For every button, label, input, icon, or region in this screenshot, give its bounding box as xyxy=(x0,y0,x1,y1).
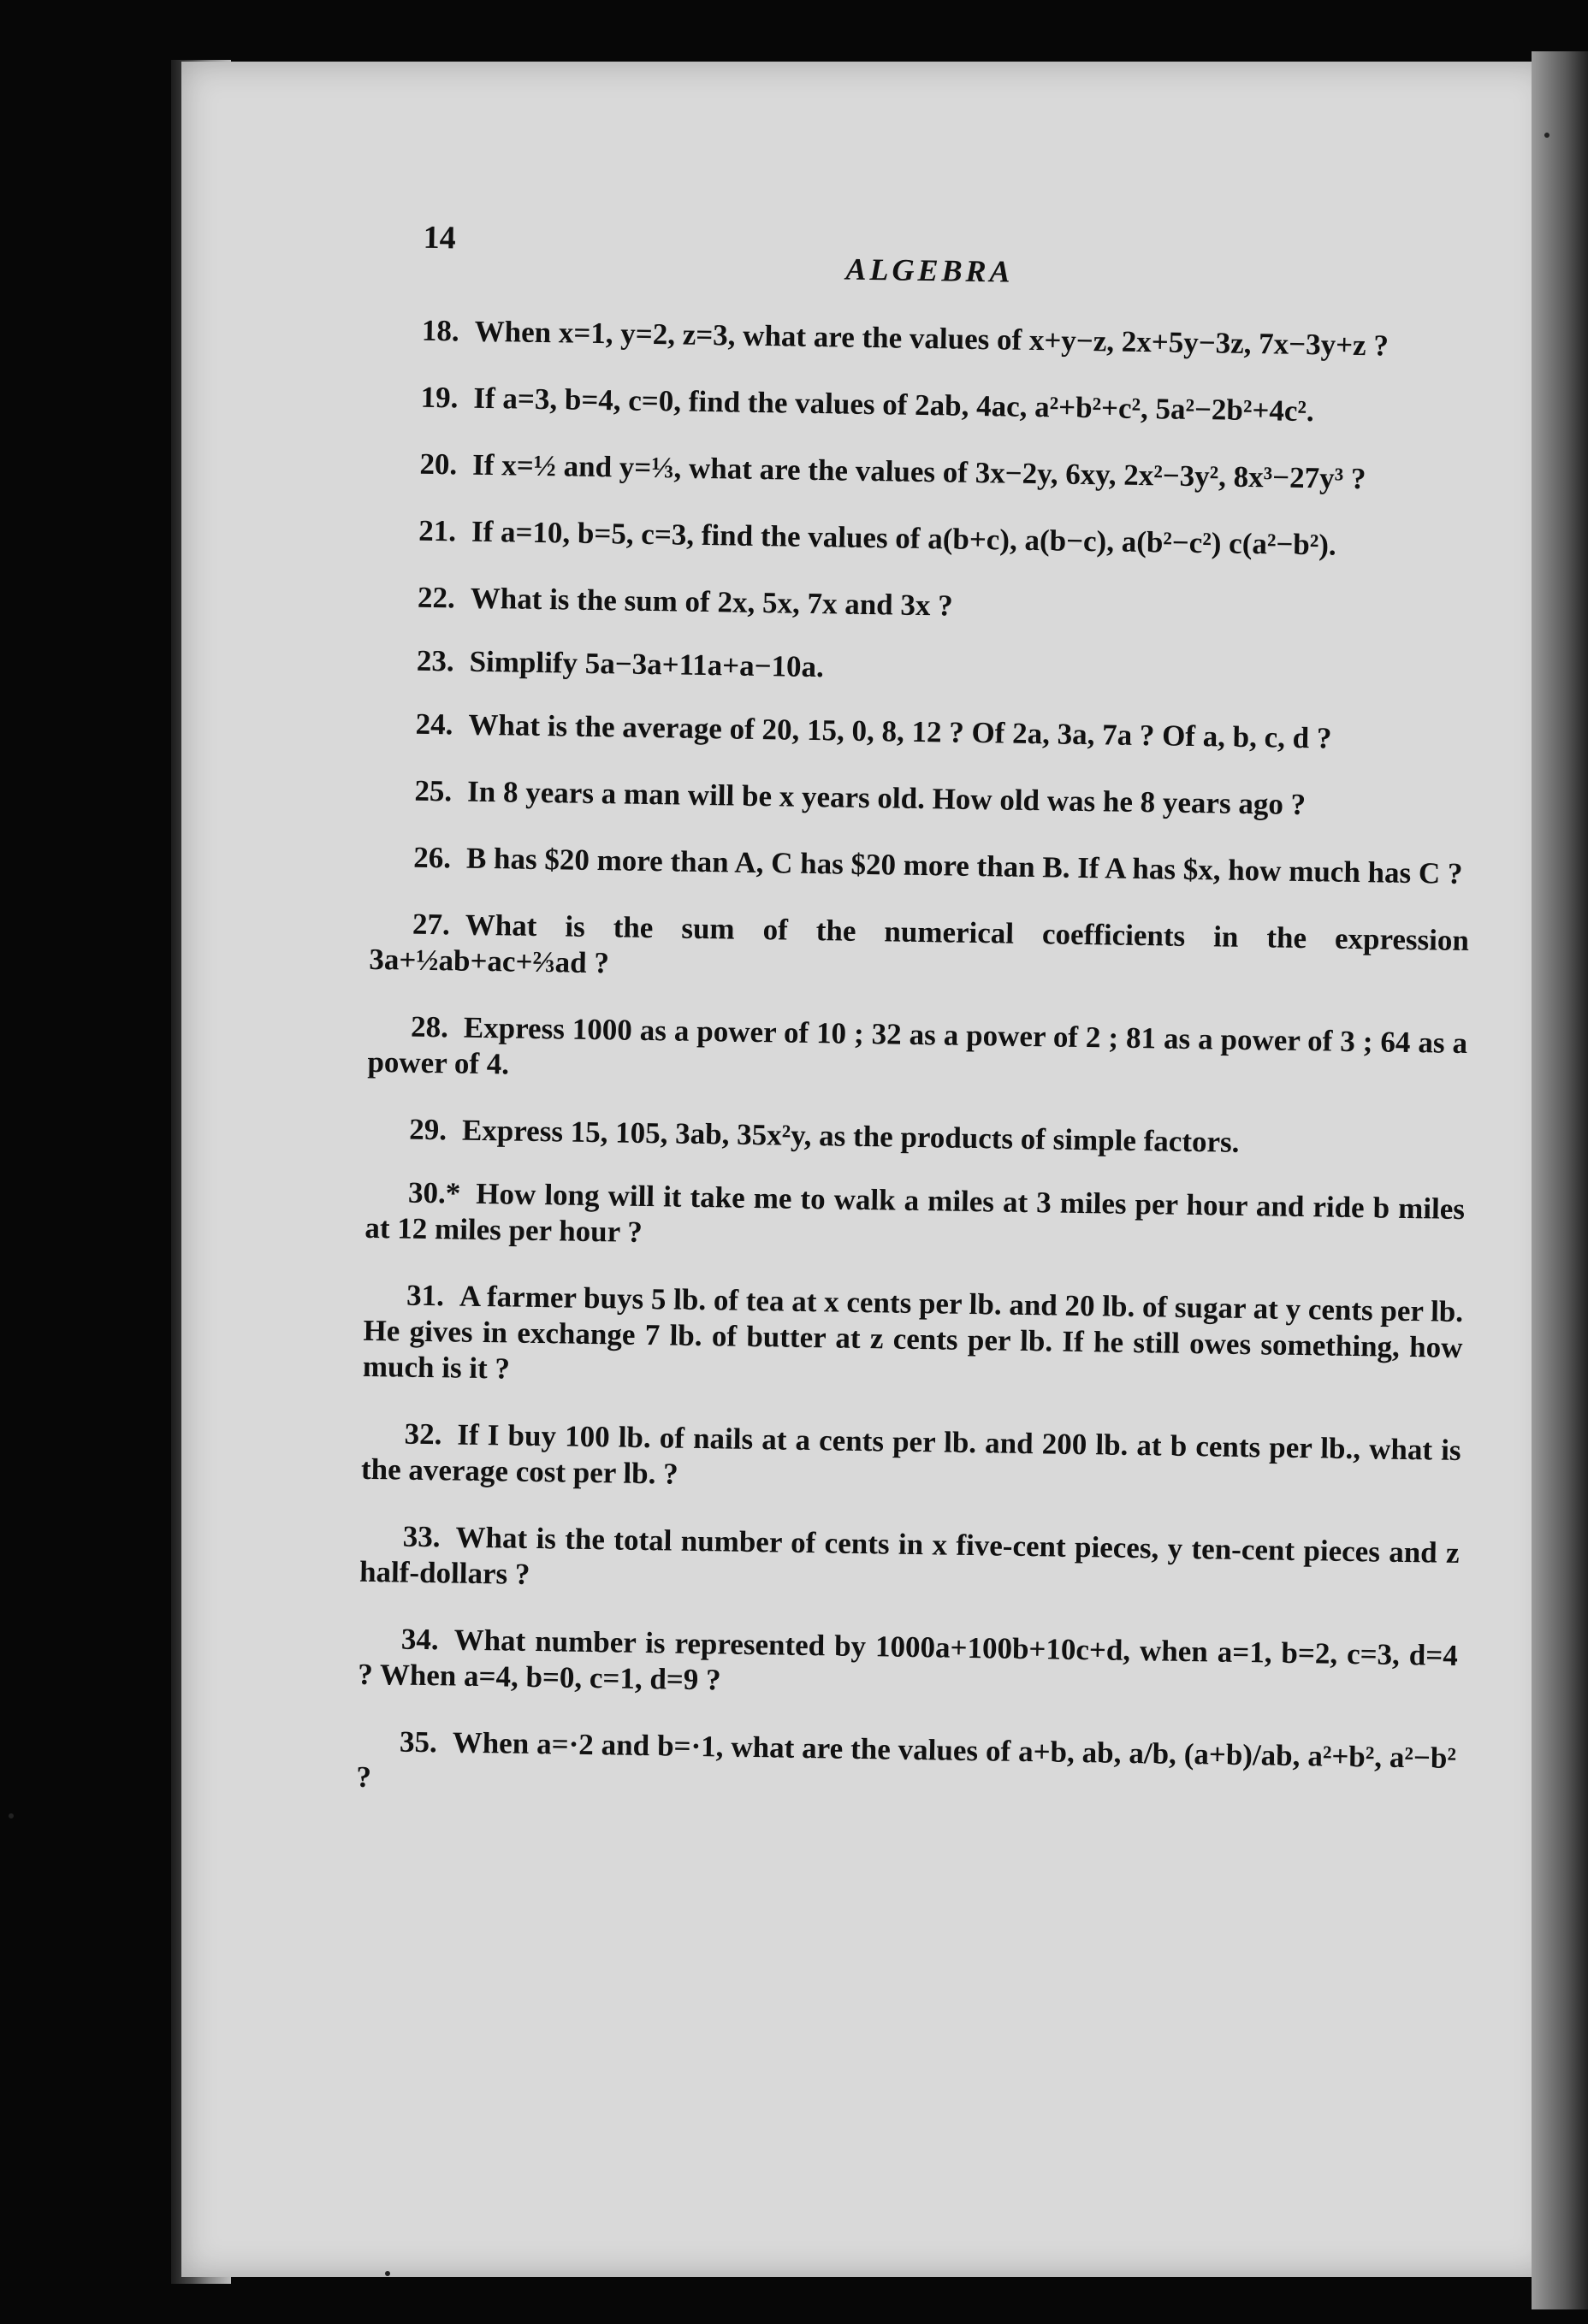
problem-text: What is the total number of cents in x five-cent pieces, y ten-cent pieces and z half-dollars ? xyxy=(358,1520,1460,1591)
problem-number: 29. xyxy=(408,1112,447,1147)
problem-31 xyxy=(363,1277,1464,1402)
problem-32 xyxy=(361,1416,1461,1505)
problem-number: 21. xyxy=(418,513,457,548)
page-number: 14 xyxy=(423,219,456,257)
problem-number: 20. xyxy=(419,446,458,482)
problem-text: What is the sum of 2x, 5x, 7x and 3x ? xyxy=(470,581,953,623)
problem-number: 34. xyxy=(400,1622,439,1657)
problem-24 xyxy=(372,706,1472,759)
scan-speck xyxy=(9,1813,14,1818)
running-title: ALGEBRA xyxy=(845,251,1014,289)
problem-number: 33. xyxy=(402,1519,441,1554)
problem-number: 19. xyxy=(420,380,459,415)
problem-number: 18. xyxy=(421,313,459,348)
problem-text: Express 1000 as a power of 10 ; 32 as a power of 2 ; 81 as a power of 3 ; 64 as a power of 4. xyxy=(367,1010,1468,1081)
problem-number: 24. xyxy=(415,707,453,742)
problem-26 xyxy=(370,839,1471,892)
problem-text: If a=3, b=4, c=0, find the values of 2ab, 4ac, a²+b²+c², 5a²−2b²+4c². xyxy=(473,381,1314,429)
problem-number: 27. xyxy=(412,907,451,942)
problem-text: What number is represented by 1000a+100b+10c+d, when a=1, b=2, c=3, d=4 ? When a=4, b=0, c=1, d=9 ? xyxy=(357,1623,1459,1697)
problem-number: 30.* xyxy=(407,1175,461,1210)
problem-text: A farmer buys 5 lb. of tea at x cents per lb. and 20 lb. of sugar at y cents per lb. He gives in exchange 7 lb. of butter at z cents per lb. If he still owes something, how much is it ? xyxy=(362,1279,1464,1386)
problem-text: When x=1, y=2, z=3, what are the values of x+y−z, 2x+5y−3z, 7x−3y+z ? xyxy=(474,314,1390,363)
scan-speck xyxy=(385,2271,390,2276)
problem-text: If I buy 100 lb. of nails at a cents per lb. and 200 lb. at b cents per lb., what is the average cost per lb. ? xyxy=(360,1417,1461,1491)
problem-text: How long will it take me to walk a miles at 3 miles per hour and ride b miles at 12 miles per hour ? xyxy=(364,1176,1466,1249)
problem-number: 22. xyxy=(417,580,456,615)
problem-text: Simplify 5a−3a+11a+a−10a. xyxy=(469,644,825,684)
problem-29 xyxy=(366,1111,1467,1164)
problem-number: 31. xyxy=(406,1278,445,1313)
problem-text: When a=·2 and b=·1, what are the values of a+b, ab, a/b, (a+b)/ab, a²+b², a²−b² ? xyxy=(356,1725,1457,1795)
problem-number: 26. xyxy=(412,840,452,875)
problem-text: Express 15, 105, 3ab, 35x²y, as the products of simple factors. xyxy=(461,1113,1240,1159)
problem-19 xyxy=(377,379,1478,432)
problem-33 xyxy=(359,1518,1460,1607)
problem-text: What is the sum of the numerical coefficients in the expression 3a+½ab+ac+⅔ad ? xyxy=(369,908,1470,980)
problem-number: 23. xyxy=(416,643,454,678)
problem-number: 32. xyxy=(404,1416,442,1452)
problem-23 xyxy=(374,642,1474,695)
problem-text: If a=10, b=5, c=3, find the values of a(b+c), a(b−c), a(b²−c²) c(a²−b²). xyxy=(471,514,1337,562)
problem-text: B has $20 more than A, C has $20 more than B. If A has $x, how much has C ? xyxy=(465,841,1463,890)
problem-number: 25. xyxy=(414,773,453,808)
problem-22 xyxy=(375,579,1475,632)
problem-text: What is the average of 20, 15, 0, 8, 12 ? Of 2a, 3a, 7a ? Of a, b, c, d ? xyxy=(468,707,1332,755)
problem-text: In 8 years a man will be x years old. How old was he 8 years ago ? xyxy=(466,774,1307,822)
problem-number: 35. xyxy=(399,1724,438,1759)
problem-30 xyxy=(364,1174,1465,1263)
problem-35 xyxy=(356,1724,1456,1812)
problem-28 xyxy=(367,1008,1467,1097)
problem-text: If x=½ and y=⅓, what are the values of 3x−2y, 6xy, 2x²−3y², 8x³−27y³ ? xyxy=(471,447,1366,496)
page-content xyxy=(355,218,1479,1843)
problem-20 xyxy=(376,446,1477,499)
page-edge-shadow xyxy=(1532,51,1588,2309)
problem-21 xyxy=(376,512,1476,565)
problem-27 xyxy=(369,906,1469,995)
problem-number: 28. xyxy=(410,1009,449,1044)
scan-speck xyxy=(1544,133,1549,138)
problem-25 xyxy=(371,772,1472,825)
problem-34 xyxy=(358,1621,1458,1710)
